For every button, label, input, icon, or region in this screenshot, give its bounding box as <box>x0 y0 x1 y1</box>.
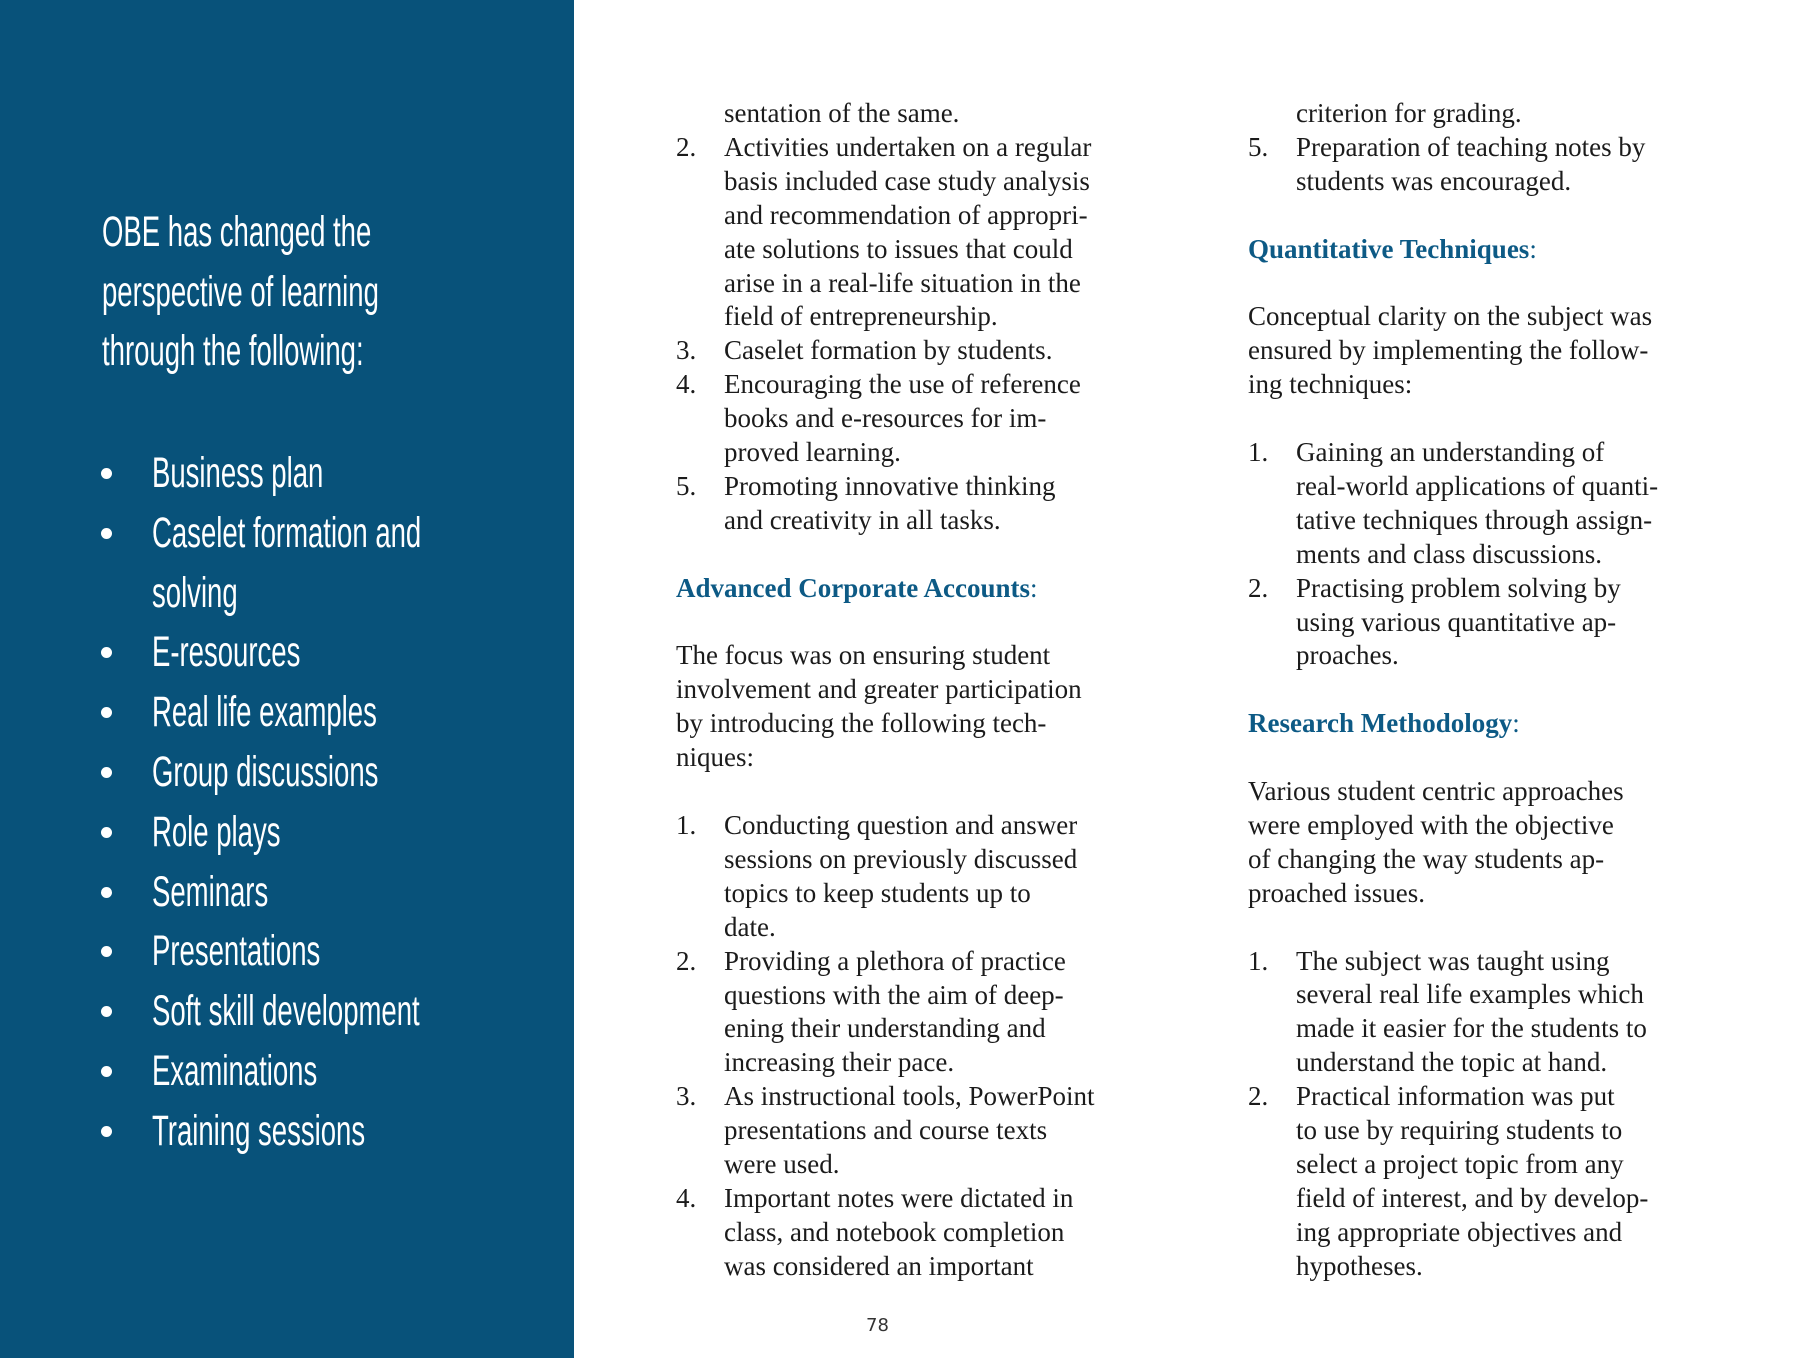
list-text: Providing a plethora of practice questions with the aim of deep- ening their understanding and increasing their pace. <box>724 945 1066 1078</box>
list-text: As instructional tools, PowerPoint presentations and course texts were used. <box>724 1081 1095 1180</box>
list-number: 5. <box>1248 131 1269 162</box>
bullet-text: E-resources <box>152 628 301 677</box>
bullet-item <box>0 982 574 1042</box>
section-heading <box>1248 707 1728 741</box>
list-number: 2. <box>1248 572 1269 603</box>
list-text: Practical information was put to use by requiring students to select a project topic from any field of interest, and by develop- ing appropriate objectives and hypotheses. <box>1296 1081 1649 1281</box>
list-number: 1. <box>676 809 697 840</box>
bullet-icon <box>101 707 112 718</box>
text-column-2 <box>1248 97 1728 1284</box>
bullet-item <box>0 743 574 803</box>
bullet-icon <box>101 1066 112 1077</box>
bullet-icon <box>101 1126 112 1137</box>
list-number: 4. <box>676 369 697 400</box>
list-item <box>676 1182 1156 1284</box>
continuation-text: sentation of the same. <box>724 98 960 128</box>
section-heading <box>1248 233 1728 267</box>
sidebar-title <box>102 203 379 382</box>
list-text: Important notes were dictated in class, and notebook completion was considered an important <box>724 1182 1074 1281</box>
bullet-text: Presentations <box>152 927 321 976</box>
list-item <box>1248 945 1728 1081</box>
list-number: 5. <box>676 470 697 501</box>
list-item <box>1248 131 1728 199</box>
sidebar-title-line: through the following: <box>102 327 364 375</box>
list-item <box>676 1080 1156 1182</box>
heading-text: Advanced Corporate Accounts <box>676 572 1030 603</box>
bullet-icon <box>101 767 112 778</box>
list-text: Activities undertaken on a regular basis included case study analysis and recommendation of appropri- ate solutions to issues that could arise in a real-life situation in the field of entrepreneurship. <box>724 131 1092 332</box>
list-text: Encouraging the use of reference books and e-resources for im- proved learning. <box>724 369 1081 468</box>
list-number: 3. <box>676 1081 697 1112</box>
bullet-text: Examinations <box>152 1046 318 1095</box>
list-number: 2. <box>676 945 697 976</box>
bullet-item <box>0 1102 574 1162</box>
list-text: The subject was taught using several real life examples which made it easier for the students to understand the topic at hand. <box>1296 945 1647 1078</box>
bullet-item <box>0 1042 574 1102</box>
paragraph: Various student centric approaches were employed with the objective of changing the way students ap- proached issues. <box>1248 776 1624 908</box>
list-text: Gaining an understanding of real-world applications of quanti- tative techniques through assign- ments and class discussions. <box>1296 437 1659 569</box>
bullet-text: Soft skill development <box>152 987 420 1036</box>
bullet-icon <box>101 647 112 658</box>
sidebar-bullet-list <box>0 444 574 1162</box>
bullet-item <box>0 444 574 504</box>
list-number: 1. <box>1248 437 1269 468</box>
bullet-text: Business plan <box>152 449 324 497</box>
bullet-item <box>0 623 574 683</box>
list-text: Promoting innovative thinking and creativity in all tasks. <box>724 470 1056 535</box>
page-number: 78 <box>866 1315 889 1336</box>
sidebar-title-line: OBE has changed the <box>102 208 372 256</box>
bullet-text: Training sessions <box>152 1106 366 1155</box>
section-heading <box>676 572 1156 606</box>
list-item <box>676 809 1156 945</box>
sidebar-panel <box>0 0 574 1358</box>
list-number: 1. <box>1248 945 1269 976</box>
sidebar-title-line: perspective of learning <box>102 267 379 316</box>
list-number: 2. <box>1248 1081 1269 1112</box>
heading-colon: : <box>1029 572 1038 603</box>
bullet-icon <box>101 887 112 898</box>
bullet-item <box>0 504 574 564</box>
bullet-icon <box>101 528 112 539</box>
paragraph: The focus was on ensuring student involvement and greater participation by introducing the following tech- niques: <box>676 640 1082 773</box>
list-text: Conducting question and answer sessions on previously discussed topics to keep students up to date. <box>724 809 1078 942</box>
list-item <box>676 334 1156 368</box>
heading-colon: : <box>1512 708 1520 739</box>
bullet-text: Real life examples <box>152 688 377 737</box>
list-number: 2. <box>676 131 697 162</box>
bullet-text: Role plays <box>152 807 281 856</box>
heading-text: Research Methodology <box>1248 708 1513 739</box>
bullet-item-continuation <box>0 564 574 624</box>
bullet-text: Caselet formation and <box>152 508 422 557</box>
list-item <box>676 470 1156 538</box>
paragraph: Conceptual clarity on the subject was ensured by implementing the follow- ing techniques: <box>1248 301 1653 400</box>
bullet-item <box>0 683 574 743</box>
list-item <box>1248 1080 1728 1283</box>
bullet-text: Group discussions <box>152 747 379 796</box>
list-number: 3. <box>676 335 697 366</box>
heading-colon: : <box>1529 233 1537 264</box>
list-item <box>676 945 1156 1081</box>
list-item <box>1248 572 1728 674</box>
bullet-icon <box>101 827 112 838</box>
bullet-icon <box>101 1006 112 1017</box>
bullet-item <box>0 863 574 923</box>
text-column-1 <box>676 97 1156 1284</box>
heading-text: Quantitative Techniques <box>1248 233 1530 264</box>
list-item <box>676 368 1156 470</box>
list-text: Practising problem solving by using various quantitative ap- proaches. <box>1296 572 1621 671</box>
list-item <box>1248 436 1728 572</box>
bullet-text: solving <box>152 568 238 617</box>
list-number: 4. <box>676 1182 697 1213</box>
list-text: Preparation of teaching notes by students was encouraged. <box>1296 131 1646 196</box>
bullet-text: Seminars <box>152 867 269 916</box>
bullet-icon <box>101 946 112 957</box>
bullet-icon <box>101 468 112 479</box>
continuation-text: criterion for grading. <box>1296 98 1522 128</box>
list-item <box>676 131 1156 334</box>
list-text: Caselet formation by students. <box>724 335 1053 366</box>
bullet-item <box>0 922 574 982</box>
bullet-item <box>0 803 574 863</box>
